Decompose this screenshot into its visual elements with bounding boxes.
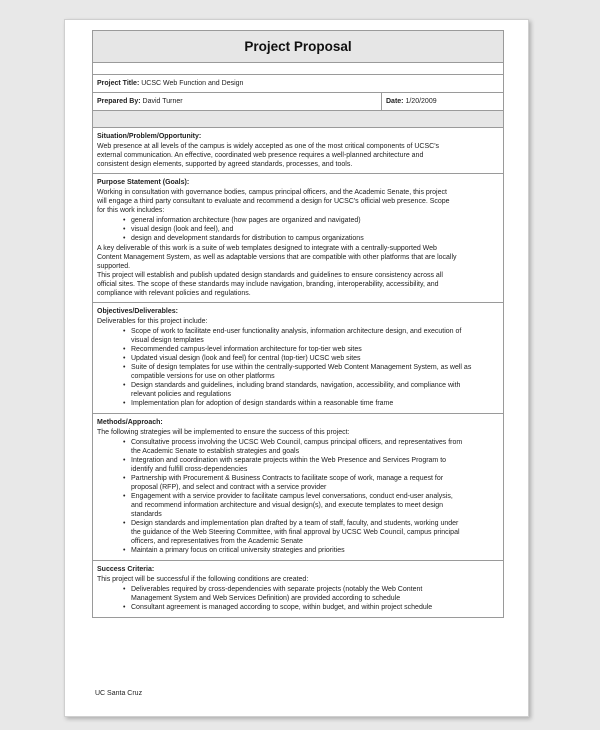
success-section xyxy=(93,561,503,617)
section-heading: Objectives/Deliverables: xyxy=(97,308,178,315)
text-line: external communication. An effective, coordinated web presence requires a well-planned architecture and xyxy=(97,152,424,159)
page-footer: UC Santa Cruz xyxy=(95,690,143,697)
text-line: This project will be successful if the following conditions are created: xyxy=(97,576,309,583)
list-item: • Updated visual design (look and feel) for central (top-tier) UCSC web sites xyxy=(123,354,499,363)
text-line: This project will establish and publish updated design standards and guidelines to ensure consistency across all xyxy=(97,272,443,279)
prepared-by-row xyxy=(93,93,503,111)
list-item: • Deliverables required by cross-dependencies with separate projects (notably the Web Content Management System and Web Services Definition) are provided according to schedule xyxy=(123,585,499,603)
purpose-section xyxy=(93,174,503,303)
text-line: official sites. The scope of these standards may include navigation, branding, interoperability, accessibility, and xyxy=(97,281,439,288)
list-item: • Scope of work to facilitate end-user functionality analysis, information architecture design, and execution of visual design templates xyxy=(123,327,499,345)
list-item: • Maintain a primary focus on critical university strategies and priorities xyxy=(123,546,499,555)
date-value: 1/20/2009 xyxy=(405,98,437,105)
section-heading: Situation/Problem/Opportunity: xyxy=(97,133,202,140)
list-item: • Suite of design templates for use within the centrally-supported Web Content Management System, as well as compatible versions for use on other platforms xyxy=(123,363,499,381)
project-title-value: UCSC Web Function and Design xyxy=(141,80,244,87)
text-line: A key deliverable of this work is a suite of web templates designed to integrate with a centrally-supported Web xyxy=(97,245,437,252)
text-line: Web presence at all levels of the campus is widely accepted as one of the most critical components of UCSC's xyxy=(97,143,440,150)
text-line: Deliverables for this project include: xyxy=(97,318,208,325)
list-item: • design and development standards for distribution to campus organizations xyxy=(123,234,499,243)
text-line: will engage a third party consultant to evaluate and recommend a design for UCSC's official web presence. Scope xyxy=(97,198,450,205)
list-item: • Implementation plan for adoption of design standards within a reasonable time frame xyxy=(123,399,499,408)
text-line: compliance with relevant policies and regulations. xyxy=(97,290,251,297)
proposal-form xyxy=(92,30,504,618)
bullet-list xyxy=(97,327,499,408)
prepared-by-value: David Turner xyxy=(142,98,183,105)
text-line: The following strategies will be implemented to ensure the success of this project: xyxy=(97,429,350,436)
text-line: Content Management System, as well as adaptable versions that are compatible with other platforms that are locally xyxy=(97,254,457,261)
date-label: Date: xyxy=(386,98,404,105)
list-item: • Integration and coordination with separate projects within the Web Presence and Services Program to identify and fulfill cross-dependencies xyxy=(123,456,499,474)
prepared-by-label: Prepared By: xyxy=(97,98,141,105)
bullet-list xyxy=(97,438,499,555)
list-item: • Design standards and guidelines, including brand standards, navigation, accessibility, and compliance with relevant policies and regulations xyxy=(123,381,499,399)
title-bar xyxy=(93,31,503,63)
page-title: Project Proposal xyxy=(244,39,352,54)
date-cell xyxy=(382,93,503,110)
text-line: consistent design elements, supported by agreed standards, processes, and tools. xyxy=(97,161,353,168)
list-item: • Consultative process involving the UCSC Web Council, campus principal officers, and representatives from the Academic Senate to establish strategies and goals xyxy=(123,438,499,456)
section-heading: Purpose Statement (Goals): xyxy=(97,179,190,186)
bullet-list xyxy=(97,216,499,243)
list-item: • Design standards and implementation plan drafted by a team of staff, faculty, and students, working under the guidance of the Web Steering Committee, with final approval by UCSC Web Council, campus principal officers, and representatives from the Academic Senate xyxy=(123,519,499,546)
list-item: • visual design (look and feel), and xyxy=(123,225,499,234)
project-title-label: Project Title: xyxy=(97,80,140,87)
list-item: • Engagement with a service provider to facilitate campus level conversations, conduct end-user analysis, and recommend information architecture and visual design(s), and execute templates to meet design standards xyxy=(123,492,499,519)
bullet-list xyxy=(97,585,499,612)
list-item: • Consultant agreement is managed according to scope, within budget, and within project schedule xyxy=(123,603,499,612)
objectives-section xyxy=(93,303,503,414)
spacer-row xyxy=(93,63,503,75)
text-line: for this work includes: xyxy=(97,207,165,214)
situation-section xyxy=(93,128,503,174)
section-heading: Success Criteria: xyxy=(97,566,155,573)
list-item: • general information architecture (how pages are organized and navigated) xyxy=(123,216,499,225)
shaded-divider xyxy=(93,111,503,128)
prepared-by-cell xyxy=(93,93,382,110)
document-page xyxy=(64,19,529,717)
project-title-row xyxy=(93,75,503,93)
section-heading: Methods/Approach: xyxy=(97,419,163,426)
list-item: • Partnership with Procurement & Business Contracts to facilitate scope of work, manage a request for proposal (RFP), and select and contract with a service provider xyxy=(123,474,499,492)
methods-section xyxy=(93,414,503,561)
list-item: • Recommended campus-level information architecture for top-tier web sites xyxy=(123,345,499,354)
text-line: supported. xyxy=(97,263,131,270)
text-line: Working in consultation with governance bodies, campus principal officers, and the Academic Senate, this project xyxy=(97,189,447,196)
